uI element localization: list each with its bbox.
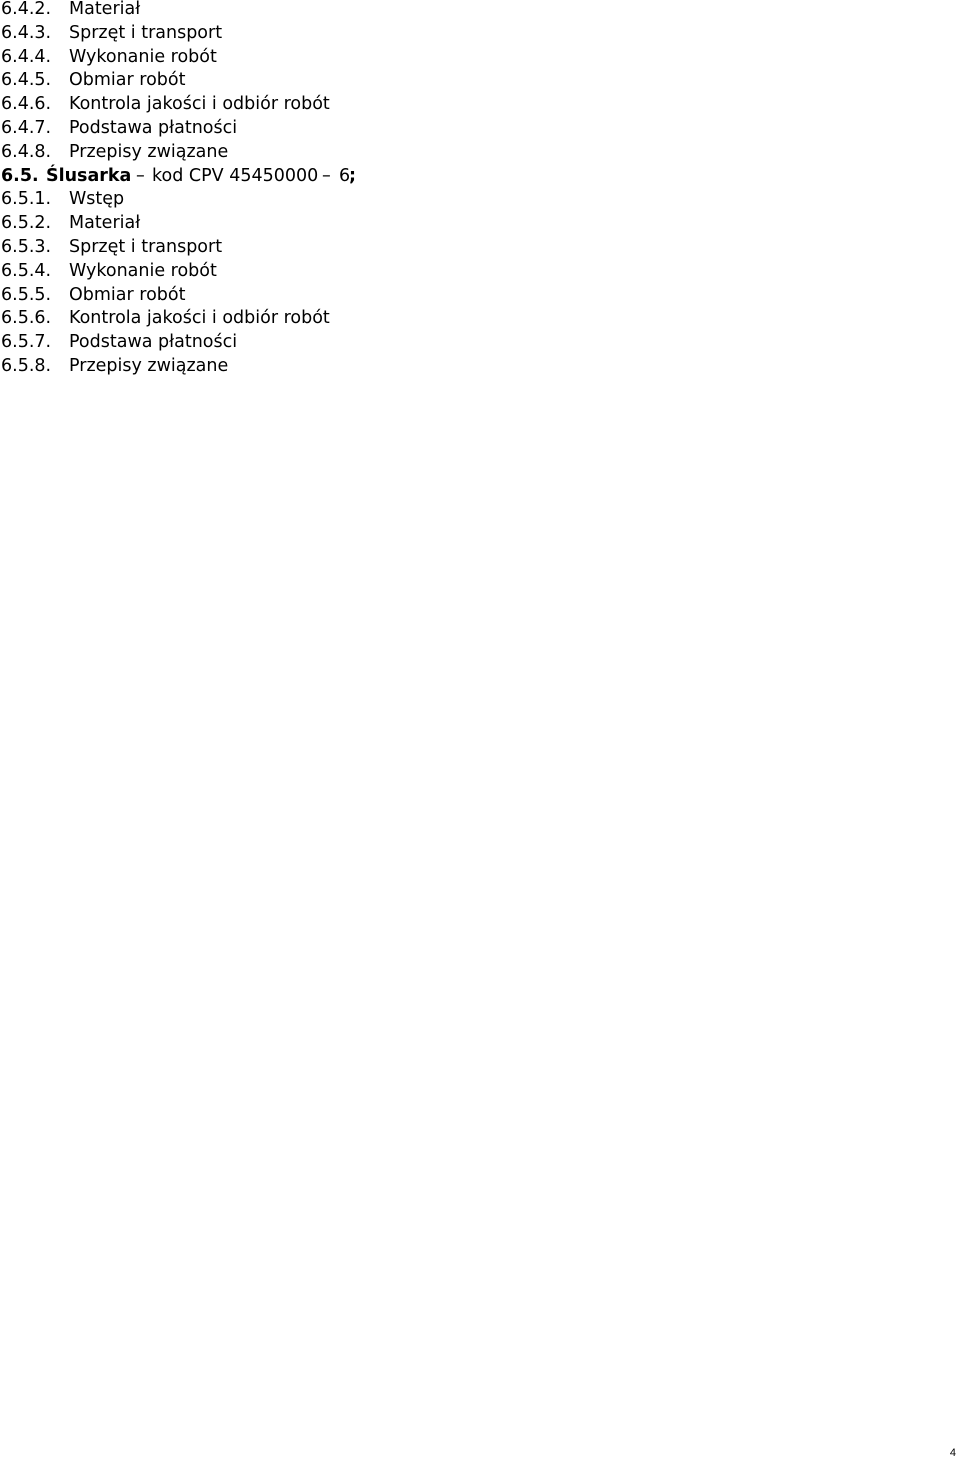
toc-number: 6.4.4. xyxy=(1,46,52,67)
toc-number: 6.5.5. xyxy=(1,284,52,305)
toc-title: Wstęp xyxy=(69,189,125,210)
toc-number: 6.5.2. xyxy=(1,213,52,234)
toc-row xyxy=(0,236,960,260)
toc-row xyxy=(0,331,960,355)
toc-title: Obmiar robót xyxy=(69,284,186,305)
toc-number: 6.5.3. xyxy=(1,236,52,257)
section-name: Ślusarka xyxy=(46,165,132,186)
toc-number: 6.4.6. xyxy=(1,94,52,115)
toc-title: Wykonanie robót xyxy=(69,46,217,67)
toc-title: Podstawa płatności xyxy=(69,117,238,138)
toc-number: 6.4.2. xyxy=(1,0,52,19)
toc-row xyxy=(0,284,960,308)
section-number: 6.5. xyxy=(1,165,39,186)
page-number: 4 xyxy=(949,1447,956,1459)
toc-row xyxy=(0,260,960,284)
toc-title: Obmiar robót xyxy=(69,70,186,91)
toc-title: Przepisy związane xyxy=(69,141,229,162)
section-cpv-code: kod CPV 45450000 xyxy=(152,165,319,186)
toc-row xyxy=(0,69,960,93)
toc-title: Przepisy związane xyxy=(69,355,229,376)
toc-title: Materiał xyxy=(69,213,141,234)
toc-row xyxy=(0,46,960,70)
section-dash: – xyxy=(136,165,145,186)
toc-number: 6.5.8. xyxy=(1,355,52,376)
toc-number: 6.4.8. xyxy=(1,141,52,162)
toc-number: 6.4.5. xyxy=(1,70,52,91)
toc-title: Kontrola jakości i odbiór robót xyxy=(69,94,330,115)
toc-row xyxy=(0,0,960,22)
toc-title: Sprzęt i transport xyxy=(69,22,223,43)
section-cpv-suffix: 6 xyxy=(339,165,351,186)
toc-number: 6.5.1. xyxy=(1,189,52,210)
toc-row xyxy=(0,212,960,236)
toc-title: Materiał xyxy=(69,0,141,19)
toc-section-heading xyxy=(0,165,960,189)
toc-number: 6.4.3. xyxy=(1,22,52,43)
table-of-contents xyxy=(0,0,960,379)
toc-number: 6.5.6. xyxy=(1,308,52,329)
toc-title: Sprzęt i transport xyxy=(69,236,223,257)
toc-number: 6.5.4. xyxy=(1,260,52,281)
section-semicolon: ; xyxy=(349,165,356,186)
toc-row xyxy=(0,22,960,46)
toc-row xyxy=(0,355,960,379)
toc-row xyxy=(0,141,960,165)
toc-title: Podstawa płatności xyxy=(69,332,238,353)
toc-row xyxy=(0,117,960,141)
toc-title: Kontrola jakości i odbiór robót xyxy=(69,308,330,329)
toc-row xyxy=(0,93,960,117)
toc-row xyxy=(0,188,960,212)
section-dash-2: – xyxy=(322,165,331,186)
toc-title: Wykonanie robót xyxy=(69,260,217,281)
toc-number: 6.4.7. xyxy=(1,117,52,138)
toc-row xyxy=(0,307,960,331)
toc-number: 6.5.7. xyxy=(1,332,52,353)
